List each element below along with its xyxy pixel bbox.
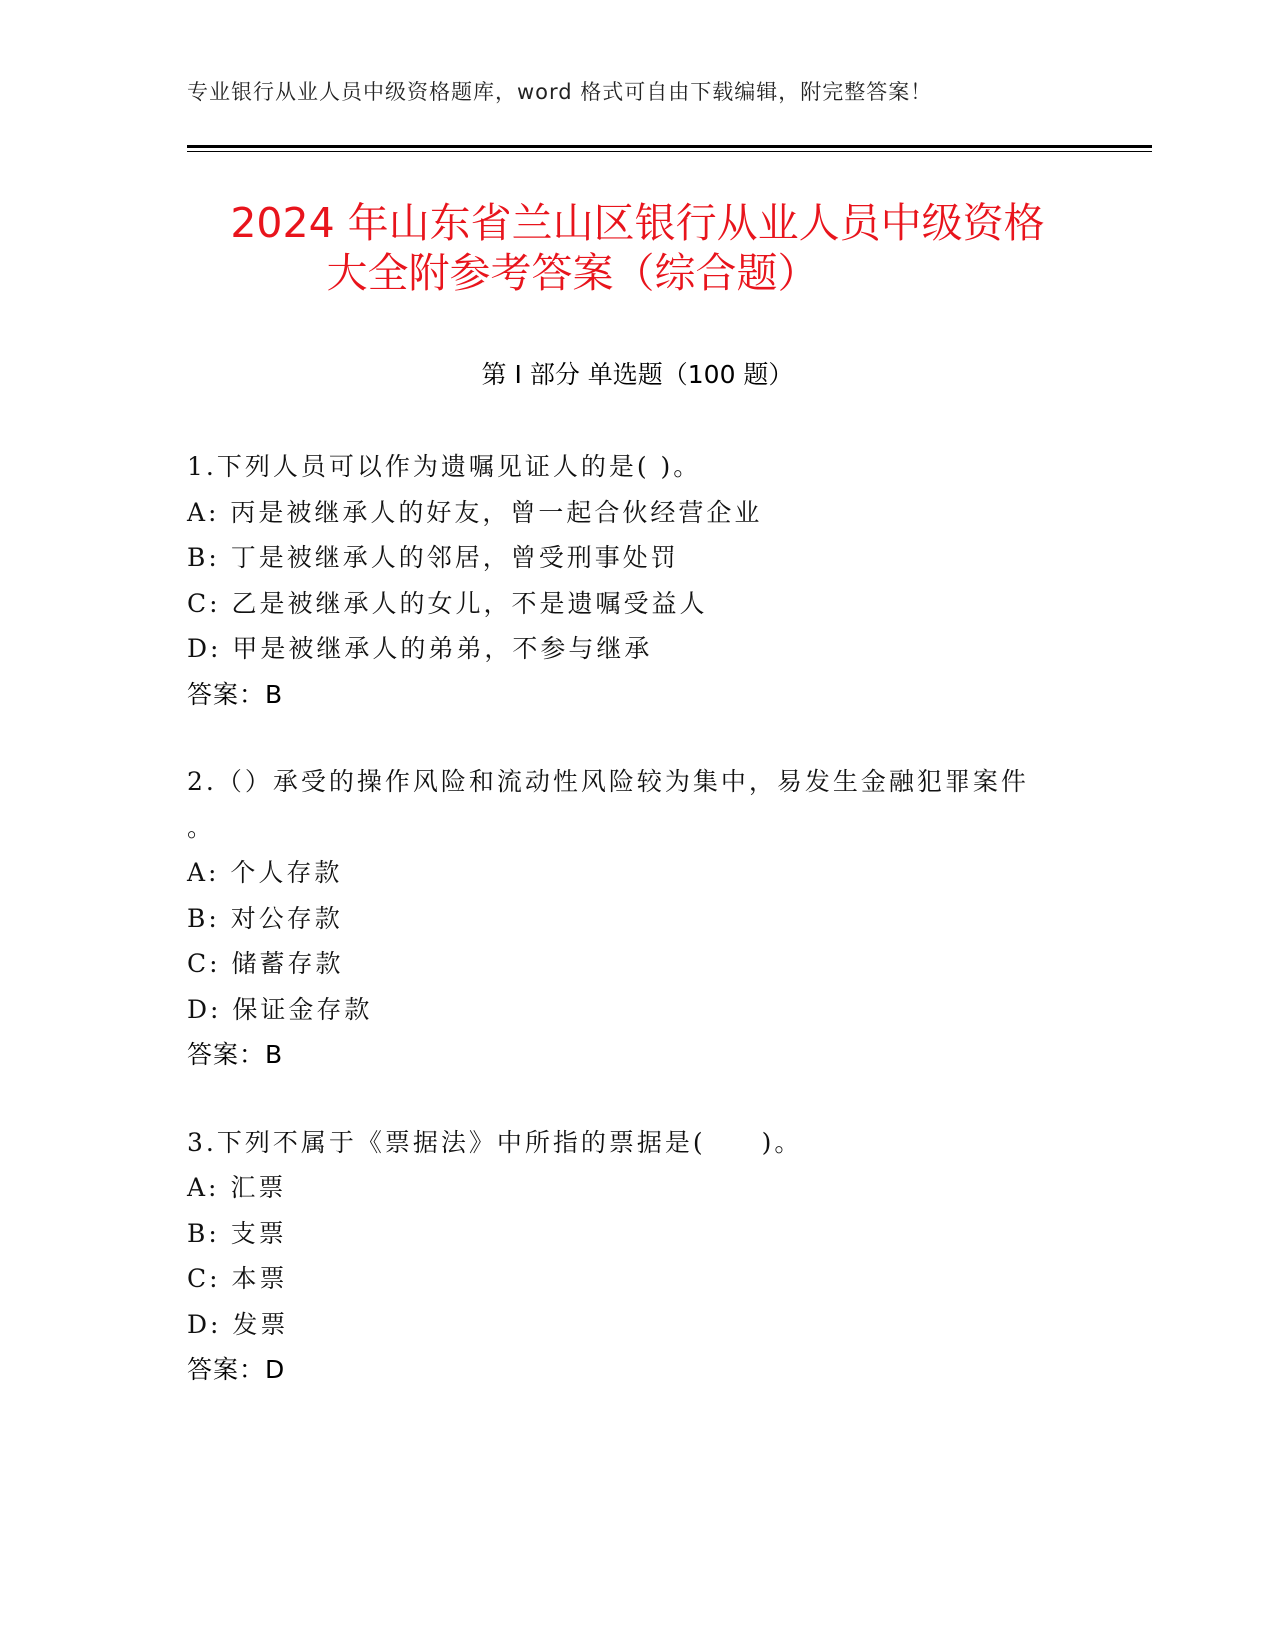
option-d: D: 发票	[187, 1309, 289, 1339]
question-stem: 3.下列不属于《票据法》中所指的票据是( )。	[187, 1127, 803, 1157]
section-heading: 第 I 部分 单选题（100 题）	[481, 360, 794, 389]
question-3	[187, 1120, 1087, 1393]
header-rule-thin	[187, 151, 1152, 152]
answer: 答案：B	[187, 679, 284, 709]
document-title-line2: 大全附参考答案（综合题）	[326, 249, 819, 297]
option-d: D: 甲是被继承人的弟弟，不参与继承	[187, 634, 653, 663]
document-title-line1: 2024 年山东省兰山区银行从业人员中级资格	[230, 199, 1045, 247]
answer: 答案：D	[187, 1355, 286, 1384]
question-list	[187, 444, 1087, 1435]
question-2	[187, 759, 1087, 1078]
question-stem: 1.下列人员可以作为遗嘱见证人的是( )。	[187, 452, 702, 481]
option-b: B: 支票	[187, 1218, 287, 1248]
answer: 答案：B	[187, 1040, 284, 1069]
option-c: C: 乙是被继承人的女儿，不是遗嘱受益人	[187, 588, 708, 618]
option-c: C: 本票	[187, 1264, 288, 1293]
document-title	[0, 198, 1275, 298]
option-b: B: 丁是被继承人的邻居，曾受刑事处罚	[187, 543, 679, 572]
question-1	[187, 444, 1087, 717]
option-a: A: 汇票	[187, 1173, 287, 1202]
header-rule-thick	[187, 145, 1152, 148]
question-stem: 2.（）承受的操作风险和流动性风险较为集中，易发生金融犯罪案件	[187, 767, 1029, 796]
question-stem-tail: 。	[187, 812, 216, 842]
header-note: 专业银行从业人员中级资格题库，word 格式可自由下载编辑，附完整答案！	[187, 80, 933, 104]
option-b: B: 对公存款	[187, 903, 343, 933]
option-c: C: 储蓄存款	[187, 949, 344, 978]
option-a: A: 个人存款	[187, 858, 343, 887]
option-d: D: 保证金存款	[187, 994, 373, 1024]
option-a: A: 丙是被继承人的好友，曾一起合伙经营企业	[187, 497, 763, 527]
